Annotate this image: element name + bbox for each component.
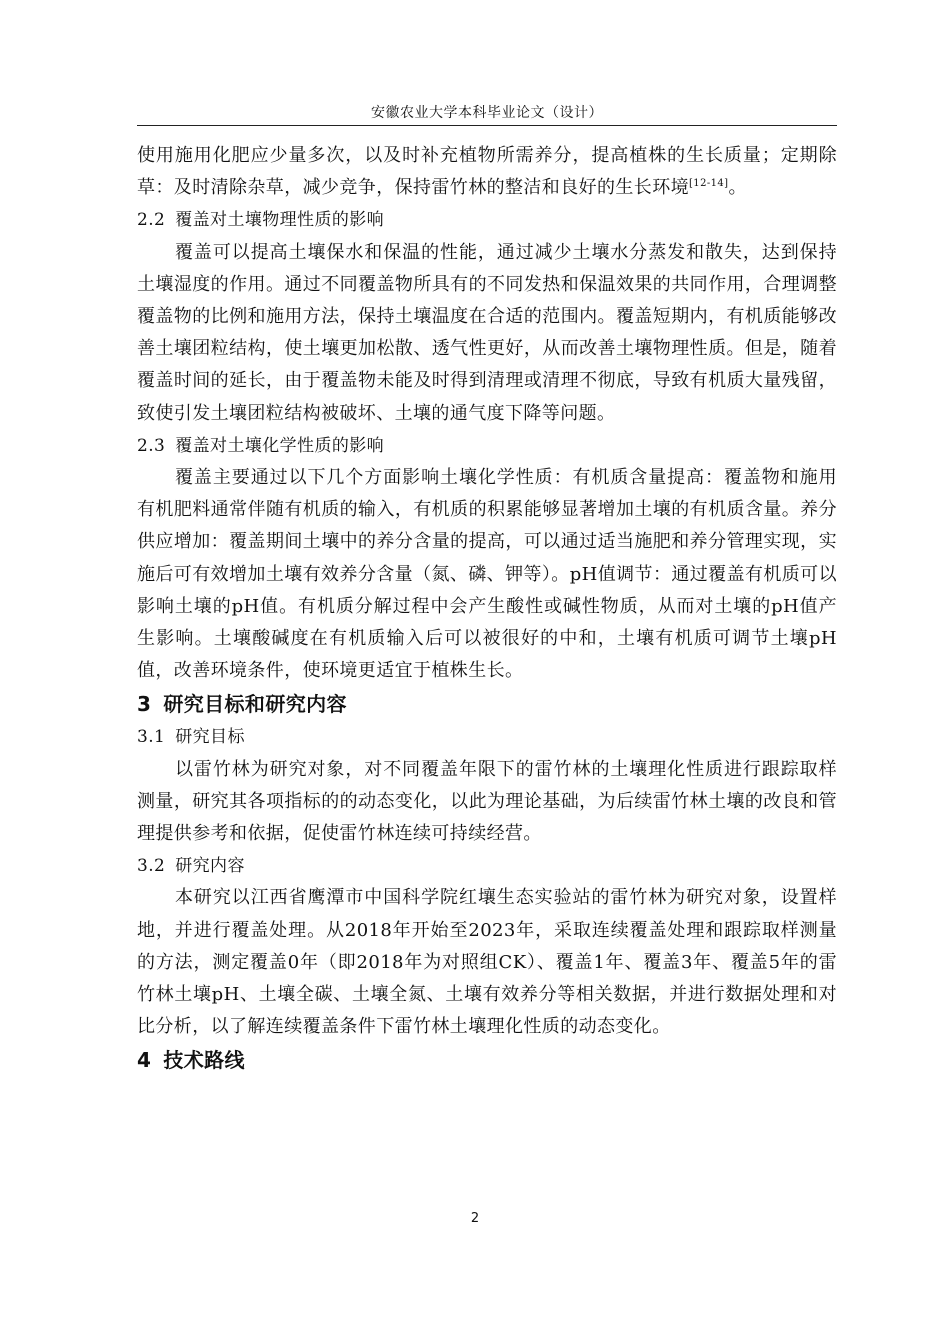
section-title: 研究内容 bbox=[175, 856, 245, 877]
section-number: 3.2 bbox=[137, 856, 166, 877]
section-number: 3 bbox=[137, 692, 152, 717]
continuation-end: 。 bbox=[728, 177, 747, 199]
section-3-2-heading bbox=[137, 850, 837, 882]
section-number: 2.2 bbox=[137, 210, 166, 231]
page-number: 2 bbox=[470, 1211, 480, 1226]
continuation-paragraph bbox=[137, 140, 837, 204]
section-3-2-paragraph: 本研究以江西省鹰潭市中国科学院红壤生态实验站的雷竹林为研究对象，设置样地，并进行覆盖处理。从2018年开始至2023年，采取连续覆盖处理和跟踪取样测量的方法，测定覆盖0年（即2018年为对照组CK）、覆盖1年、覆盖3年、覆盖5年的雷竹林土壤pH、土壤全碳、土壤全氮、土壤有效养分等相关数据，并进行数据处理和对比分析，以了解连续覆盖条件下雷竹林土壤理化性质的动态变化。 bbox=[137, 887, 837, 1038]
section-2-2-paragraph: 覆盖可以提高土壤保水和保温的性能，通过减少土壤水分蒸发和散失，达到保持土壤湿度的作用。通过不同覆盖物所具有的不同发热和保温效果的共同作用，合理调整覆盖物的比例和施用方法，保持土壤温度在合适的范围内。覆盖短期内，有机质能够改善土壤团粒结构，使土壤更加松散、透气性更好，从而改善土壤物理性质。但是，随着覆盖时间的延长，由于覆盖物未能及时得到清理或清理不彻底，导致有机质大量残留，致使引发土壤团粒结构被破坏、土壤的通气度下降等问题。 bbox=[137, 241, 837, 424]
citation-ref: [12-14] bbox=[689, 178, 729, 190]
section-3-1-paragraph: 以雷竹林为研究对象，对不同覆盖年限下的雷竹林的土壤理化性质进行跟踪取样测量，研究其各项指标的的动态变化，以此为理论基础，为后续雷竹林土壤的改良和管理提供参考和依据，促使雷竹林连续可持续经营。 bbox=[137, 758, 837, 845]
section-2-2-heading bbox=[137, 204, 837, 236]
section-number: 4 bbox=[137, 1048, 152, 1073]
header-rule bbox=[137, 125, 837, 126]
continuation-text: 使用施用化肥应少量多次，以及时补充植物所需养分，提高植株的生长质量；定期除草：及时清除杂草，减少竞争，保持雷竹林的整洁和良好的生长环境 bbox=[137, 145, 837, 199]
section-3-1-heading bbox=[137, 721, 837, 753]
running-header: 安徽农业大学本科毕业论文（设计） bbox=[371, 105, 603, 121]
document-body bbox=[137, 140, 837, 1077]
section-title: 研究目标 bbox=[175, 727, 245, 748]
section-title: 技术路线 bbox=[163, 1048, 245, 1073]
section-4-heading bbox=[137, 1043, 837, 1077]
section-title: 覆盖对土壤化学性质的影响 bbox=[175, 435, 385, 456]
section-2-3-paragraph: 覆盖主要通过以下几个方面影响土壤化学性质：有机质含量提高：覆盖物和施用有机肥料通常伴随有机质的输入，有机质的积累能够显著增加土壤的有机质含量。养分供应增加：覆盖期间土壤中的养分含量的提高，可以通过适当施肥和养分管理实现，实施后可有效增加土壤有效养分含量（氮、磷、钾等）。pH值调节：通过覆盖有机质可以影响土壤的pH值。有机质分解过程中会产生酸性或碱性物质，从而对土壤的pH值产生影响。土壤酸碱度在有机质输入后可以被很好的中和，土壤有机质可调节土壤pH值，改善环境条件，使环境更适宜于植株生长。 bbox=[137, 467, 837, 682]
section-title: 覆盖对土壤物理性质的影响 bbox=[175, 210, 385, 231]
section-number: 3.1 bbox=[137, 727, 166, 748]
section-number: 2.3 bbox=[137, 435, 166, 456]
section-3-heading bbox=[137, 687, 837, 721]
section-title: 研究目标和研究内容 bbox=[163, 692, 347, 717]
section-2-3-heading bbox=[137, 430, 837, 462]
